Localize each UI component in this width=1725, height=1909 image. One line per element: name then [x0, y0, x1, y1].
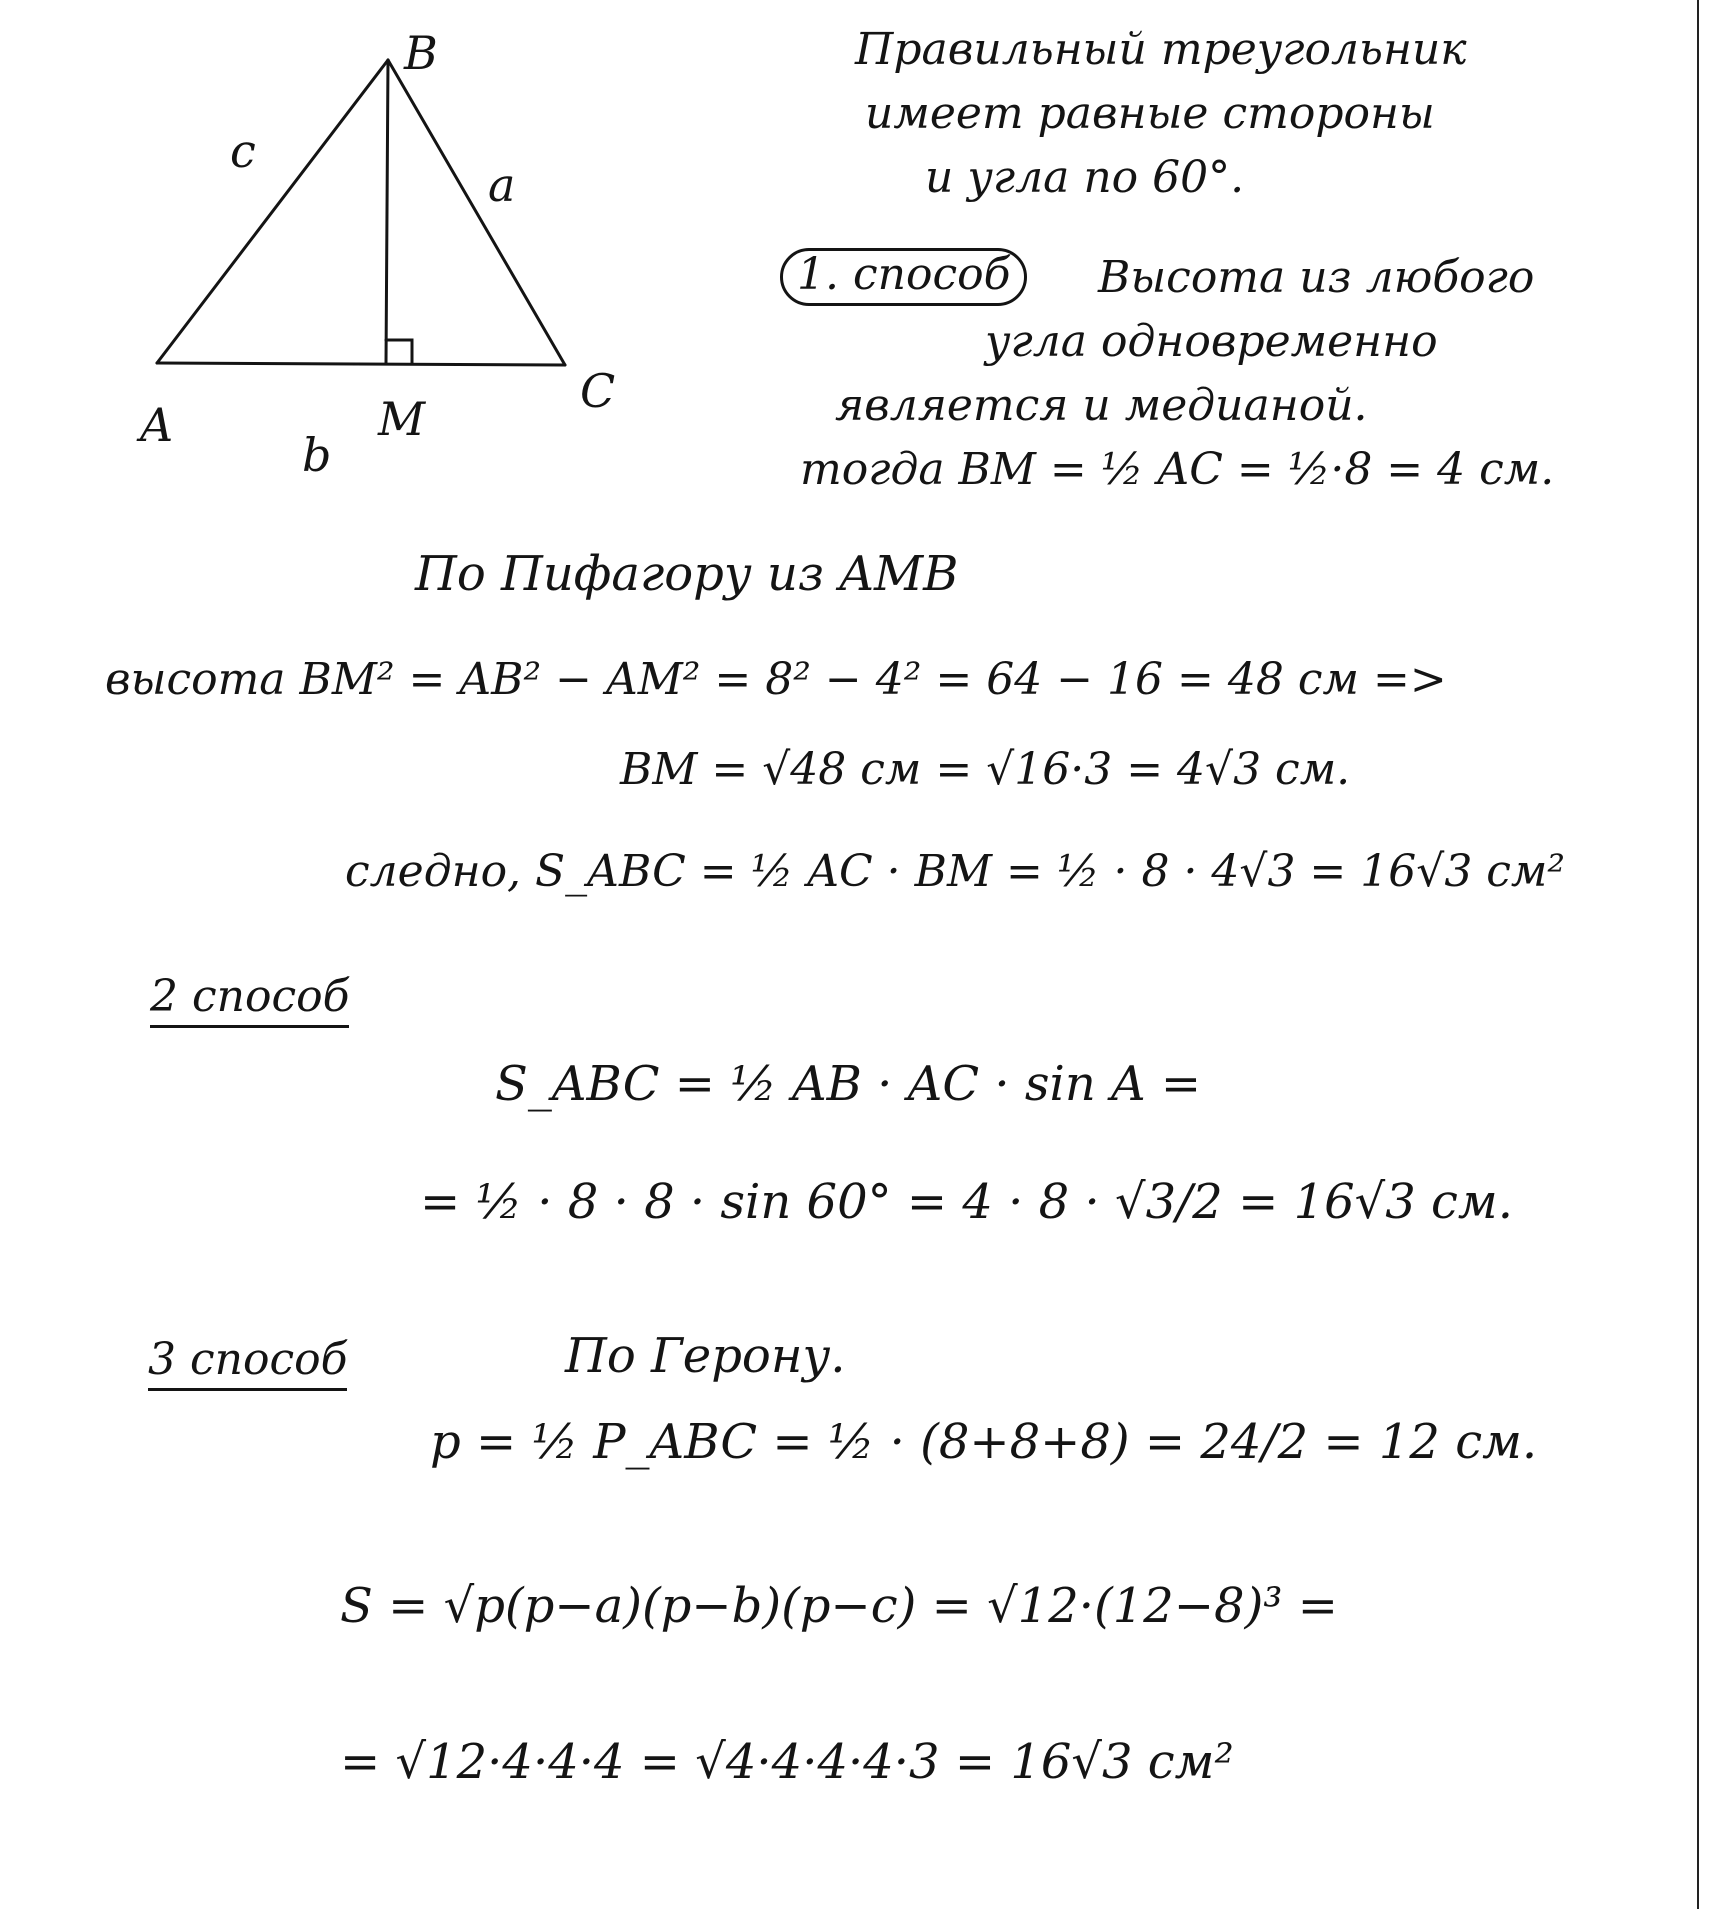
side-bc	[388, 60, 565, 365]
method2-line-1: S_ABC = ½ AB · AC · sin A =	[495, 1056, 1202, 1112]
side-ac	[157, 363, 565, 365]
method1-line-7: BM = √48 см = √16·3 = 4√3 см.	[620, 744, 1351, 795]
method2-heading	[150, 971, 350, 1028]
vertex-label-a: A	[140, 398, 174, 452]
page-right-border	[1697, 0, 1699, 1909]
method1-heading	[780, 248, 1027, 306]
right-angle-mark	[386, 340, 412, 363]
side-ab	[157, 60, 388, 363]
method3-line-1: p = ½ P_ABC = ½ · (8+8+8) = 24/2 = 12 см.	[430, 1414, 1538, 1470]
altitude-bm	[386, 60, 388, 363]
method1-heading-label: 1. способ	[780, 248, 1027, 306]
intro-line-2: имеет равные стороны	[865, 88, 1435, 139]
method3-heading-label: 3 способ	[148, 1338, 347, 1391]
method3-line-2: S = √p(p−a)(p−b)(p−c) = √12·(12−8)³ =	[340, 1578, 1339, 1634]
method1-line-1: Высота из любого	[1098, 252, 1535, 303]
vertex-label-c: C	[580, 364, 616, 418]
vertex-label-b: B	[404, 26, 438, 80]
method2-line-2: = ½ · 8 · 8 · sin 60° = 4 · 8 · √3/2 = 16√3 см.	[420, 1174, 1513, 1230]
method1-line-5: По Пифагору из AMB	[415, 546, 959, 602]
method3-heading	[148, 1334, 348, 1391]
method3-line-3: = √12·4·4·4 = √4·4·4·4·3 = 16√3 см²	[340, 1734, 1234, 1790]
side-label-b: b	[302, 428, 332, 482]
method1-line-2: угла одновременно	[985, 316, 1438, 367]
method1-line-3: является и медианой.	[835, 380, 1368, 431]
method2-heading-label: 2 способ	[150, 975, 349, 1028]
method1-line-4: тогда BM = ½ AC = ½·8 = 4 см.	[800, 444, 1555, 495]
vertex-label-m: M	[378, 392, 426, 446]
intro-line-3: и угла по 60°.	[925, 152, 1245, 203]
side-label-a: a	[488, 158, 516, 212]
method1-line-8: следно, S_ABC = ½ AC · BM = ½ · 8 · 4√3 = 16√3 см²	[345, 846, 1566, 897]
intro-line-1: Правильный треугольник	[855, 24, 1467, 75]
side-label-c: c	[230, 124, 256, 178]
method1-line-6: высота BM² = AB² − AM² = 8² − 4² = 64 − 16 = 48 см =>	[105, 654, 1447, 705]
method3-title: По Герону.	[565, 1328, 846, 1384]
